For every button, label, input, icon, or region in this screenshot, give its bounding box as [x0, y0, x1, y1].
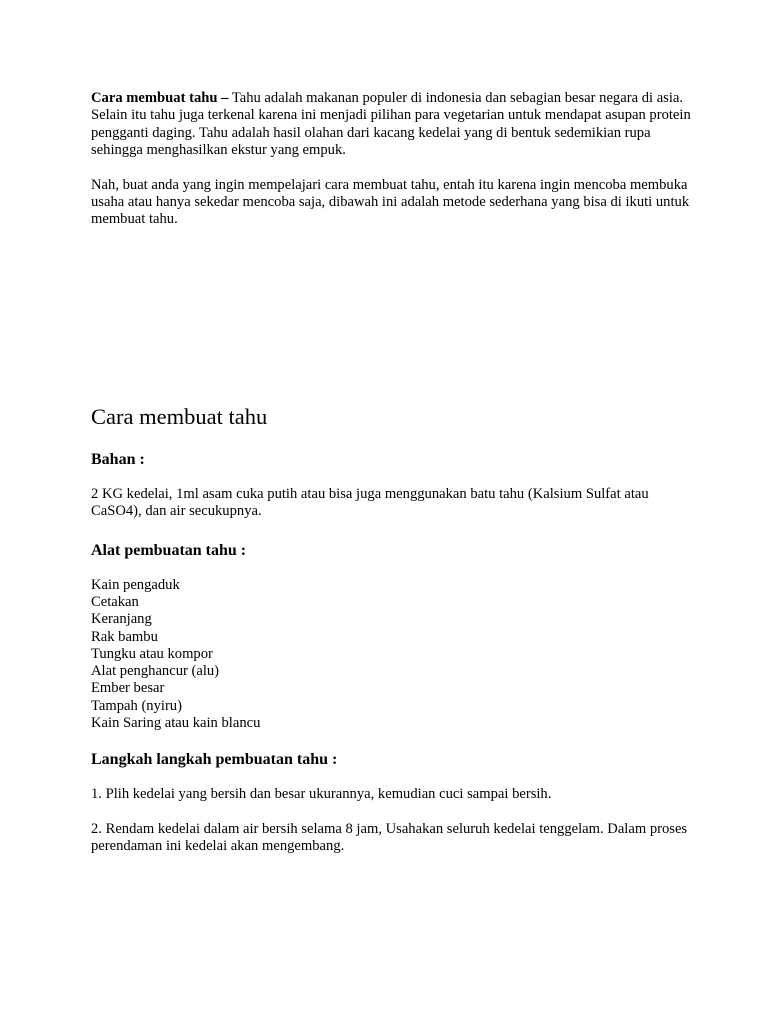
second-paragraph: Nah, buat anda yang ingin mempelajari cara membuat tahu, entah itu karena ingin mencoba membuka usaha atau hanya sekedar mencoba saja, dibawah ini adalah metode sederhana yang bisa di ikuti untuk membuat tahu.	[91, 176, 690, 228]
langkah-heading: Langkah langkah pembuatan tahu :	[91, 751, 338, 769]
list-item: Tungku atau kompor	[91, 645, 213, 662]
list-item: Alat penghancur (alu)	[91, 663, 220, 680]
section-title: Cara membuat tahu	[91, 403, 268, 429]
list-item: Tampah (nyiru)	[91, 697, 182, 714]
intro-lead: Cara membuat tahu –	[91, 90, 229, 106]
list-item: Ember besar	[91, 680, 165, 697]
list-item: Cetakan	[91, 593, 139, 610]
alat-heading: Alat pembuatan tahu :	[91, 541, 247, 559]
bahan-heading: Bahan :	[91, 450, 145, 468]
intro-paragraph	[91, 90, 691, 160]
tools-list	[91, 577, 691, 733]
intro-text: Tahu adalah makanan populer di indonesia dan sebagian besar negara di asia. Selain itu tahu juga terkenal karena ini menjadi pilihan para vegetarian untuk mendapat asupan protein pengganti daging. Tahu adalah hasil olahan dari kacang kedelai yang di bentuk sedemikian rupa sehingga menghasilkan ekstur yang empuk.	[91, 90, 691, 159]
list-item: Kain pengaduk	[91, 576, 180, 593]
step-item: 1. Plih kedelai yang bersih dan besar ukurannya, kemudian cuci sampai bersih.	[91, 786, 552, 803]
list-item: Kain Saring atau kain blancu	[91, 715, 261, 732]
document-page	[91, 90, 691, 856]
bahan-text: 2 KG kedelai, 1ml asam cuka putih atau bisa juga menggunakan batu tahu (Kalsium Sulfat atau CaSO4), dan air secukupnya.	[91, 485, 649, 520]
step-item: 2. Rendam kedelai dalam air bersih selama 8 jam, Usahakan seluruh kedelai tenggelam. Dalam proses perendaman ini kedelai akan mengembang.	[91, 820, 688, 855]
list-item: Keranjang	[91, 611, 152, 628]
list-item: Rak bambu	[91, 628, 158, 645]
